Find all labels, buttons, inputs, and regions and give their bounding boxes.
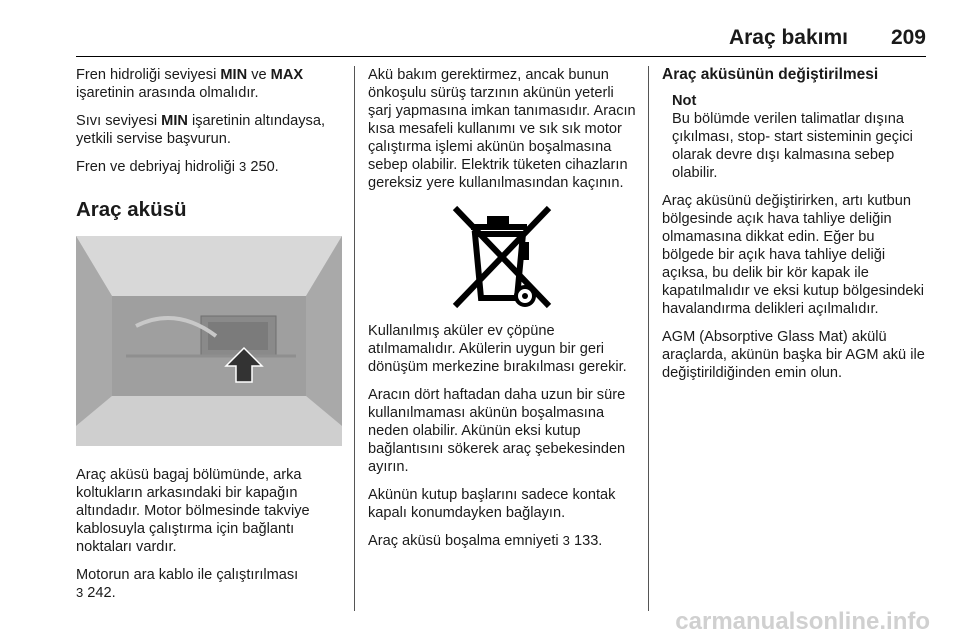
- column-1: [76, 66, 342, 612]
- vent-hole-paragraph: Araç aküsünü değiştirirken, artı kutbun bölgesinde açık hava tahliye deliğin olmamasına dikkat edin. Eğer bu bölgede bir açık hava tahliye deliği açıksa, bu delik bir kör kapak ile kapatılmalıdır ve eksi kutup bölgesindeki havalandırma delikleri açılmalıdır.: [662, 193, 925, 317]
- ref-arrow-icon: 3: [239, 159, 247, 174]
- battery-location-paragraph: Araç aküsü bagaj bölümünde, arka koltukların arkasındaki bir kapağın altındadır. Motor bölmesinde takviye kablosuyla çalıştırma için bağlantı noktaları vardır.: [76, 467, 310, 555]
- brake-fluid-low-paragraph: Sıvı seviyesi MIN işaretinin altındaysa, yetkili servise başvurun.: [76, 113, 326, 147]
- discharge-protection-ref-paragraph: Araç aküsü boşalma emniyeti 3 133.: [368, 533, 603, 549]
- ref-arrow-icon: 3: [562, 533, 570, 548]
- page-title: Araç bakımı: [728, 26, 848, 49]
- header-rule: [76, 56, 926, 57]
- column-3: [662, 66, 928, 392]
- battery-replacement-heading: Araç aküsünün değiştirilmesi: [662, 66, 879, 83]
- note-heading: Not: [672, 93, 697, 109]
- agm-paragraph: AGM (Absorptive Glass Mat) akülü araçlarda, akünün başka bir AGM akü ile değiştirildiğinden emin olun.: [662, 329, 925, 381]
- note-text: Bu bölümde verilen talimatlar dışına çıkılması, stop- start sisteminin geçici olarak devre dışı kalmasına sebep olabilir.: [672, 111, 913, 181]
- column-2: [368, 66, 636, 560]
- page-number: 209: [890, 26, 926, 49]
- terminal-connect-paragraph: Akünün kutup başlarını sadece kontak kapalı konumdayken bağlayın.: [368, 487, 616, 521]
- disposal-paragraph: Kullanılmış aküler ev çöpüne atılmamalıdır. Akülerin uygun bir geri dönüşüm merkezine bırakılması gerekir.: [368, 323, 627, 375]
- jump-start-ref-paragraph: Motorun ara kablo ile çalıştırılması 3 242.: [76, 567, 299, 601]
- watermark: carmanualsonline.info: [675, 608, 930, 635]
- maintenance-free-paragraph: Akü bakım gerektirmez, ancak bunun önkoşulu sürüş tarzının akünün yeterli şarj yapmasına imkan tanımasıdır. Aracın kısa mesafeli kullanımı ve sık sık motor çalıştırma işlemi akünün boşalmasına sebep olabilir. Elektrik tüketen cihazların gereksiz yere kullanılmasından kaçının.: [368, 67, 636, 191]
- crossed-bin-icon: [447, 202, 557, 312]
- page-header: [76, 22, 926, 48]
- long-idle-paragraph: Aracın dört haftadan daha uzun bir süre kullanılmaması akünün boşalmasına neden olabilir. Akünün eksi kutup bağlantısını sökerek araç şebekesinden ayırın.: [368, 387, 626, 475]
- column-divider-1: [354, 66, 355, 611]
- ref-arrow-icon: 3: [76, 585, 84, 600]
- brake-fluid-level-paragraph: Fren hidroliği seviyesi MIN ve MAX işaretinin arasında olmalıdır.: [76, 67, 304, 101]
- brake-clutch-ref-paragraph: Fren ve debriyaj hidroliği 3 250.: [76, 159, 279, 175]
- section-heading: Araç aküsü: [76, 198, 187, 221]
- battery-location-photo: [76, 236, 342, 446]
- note-box: [662, 92, 928, 182]
- column-divider-2: [648, 66, 649, 611]
